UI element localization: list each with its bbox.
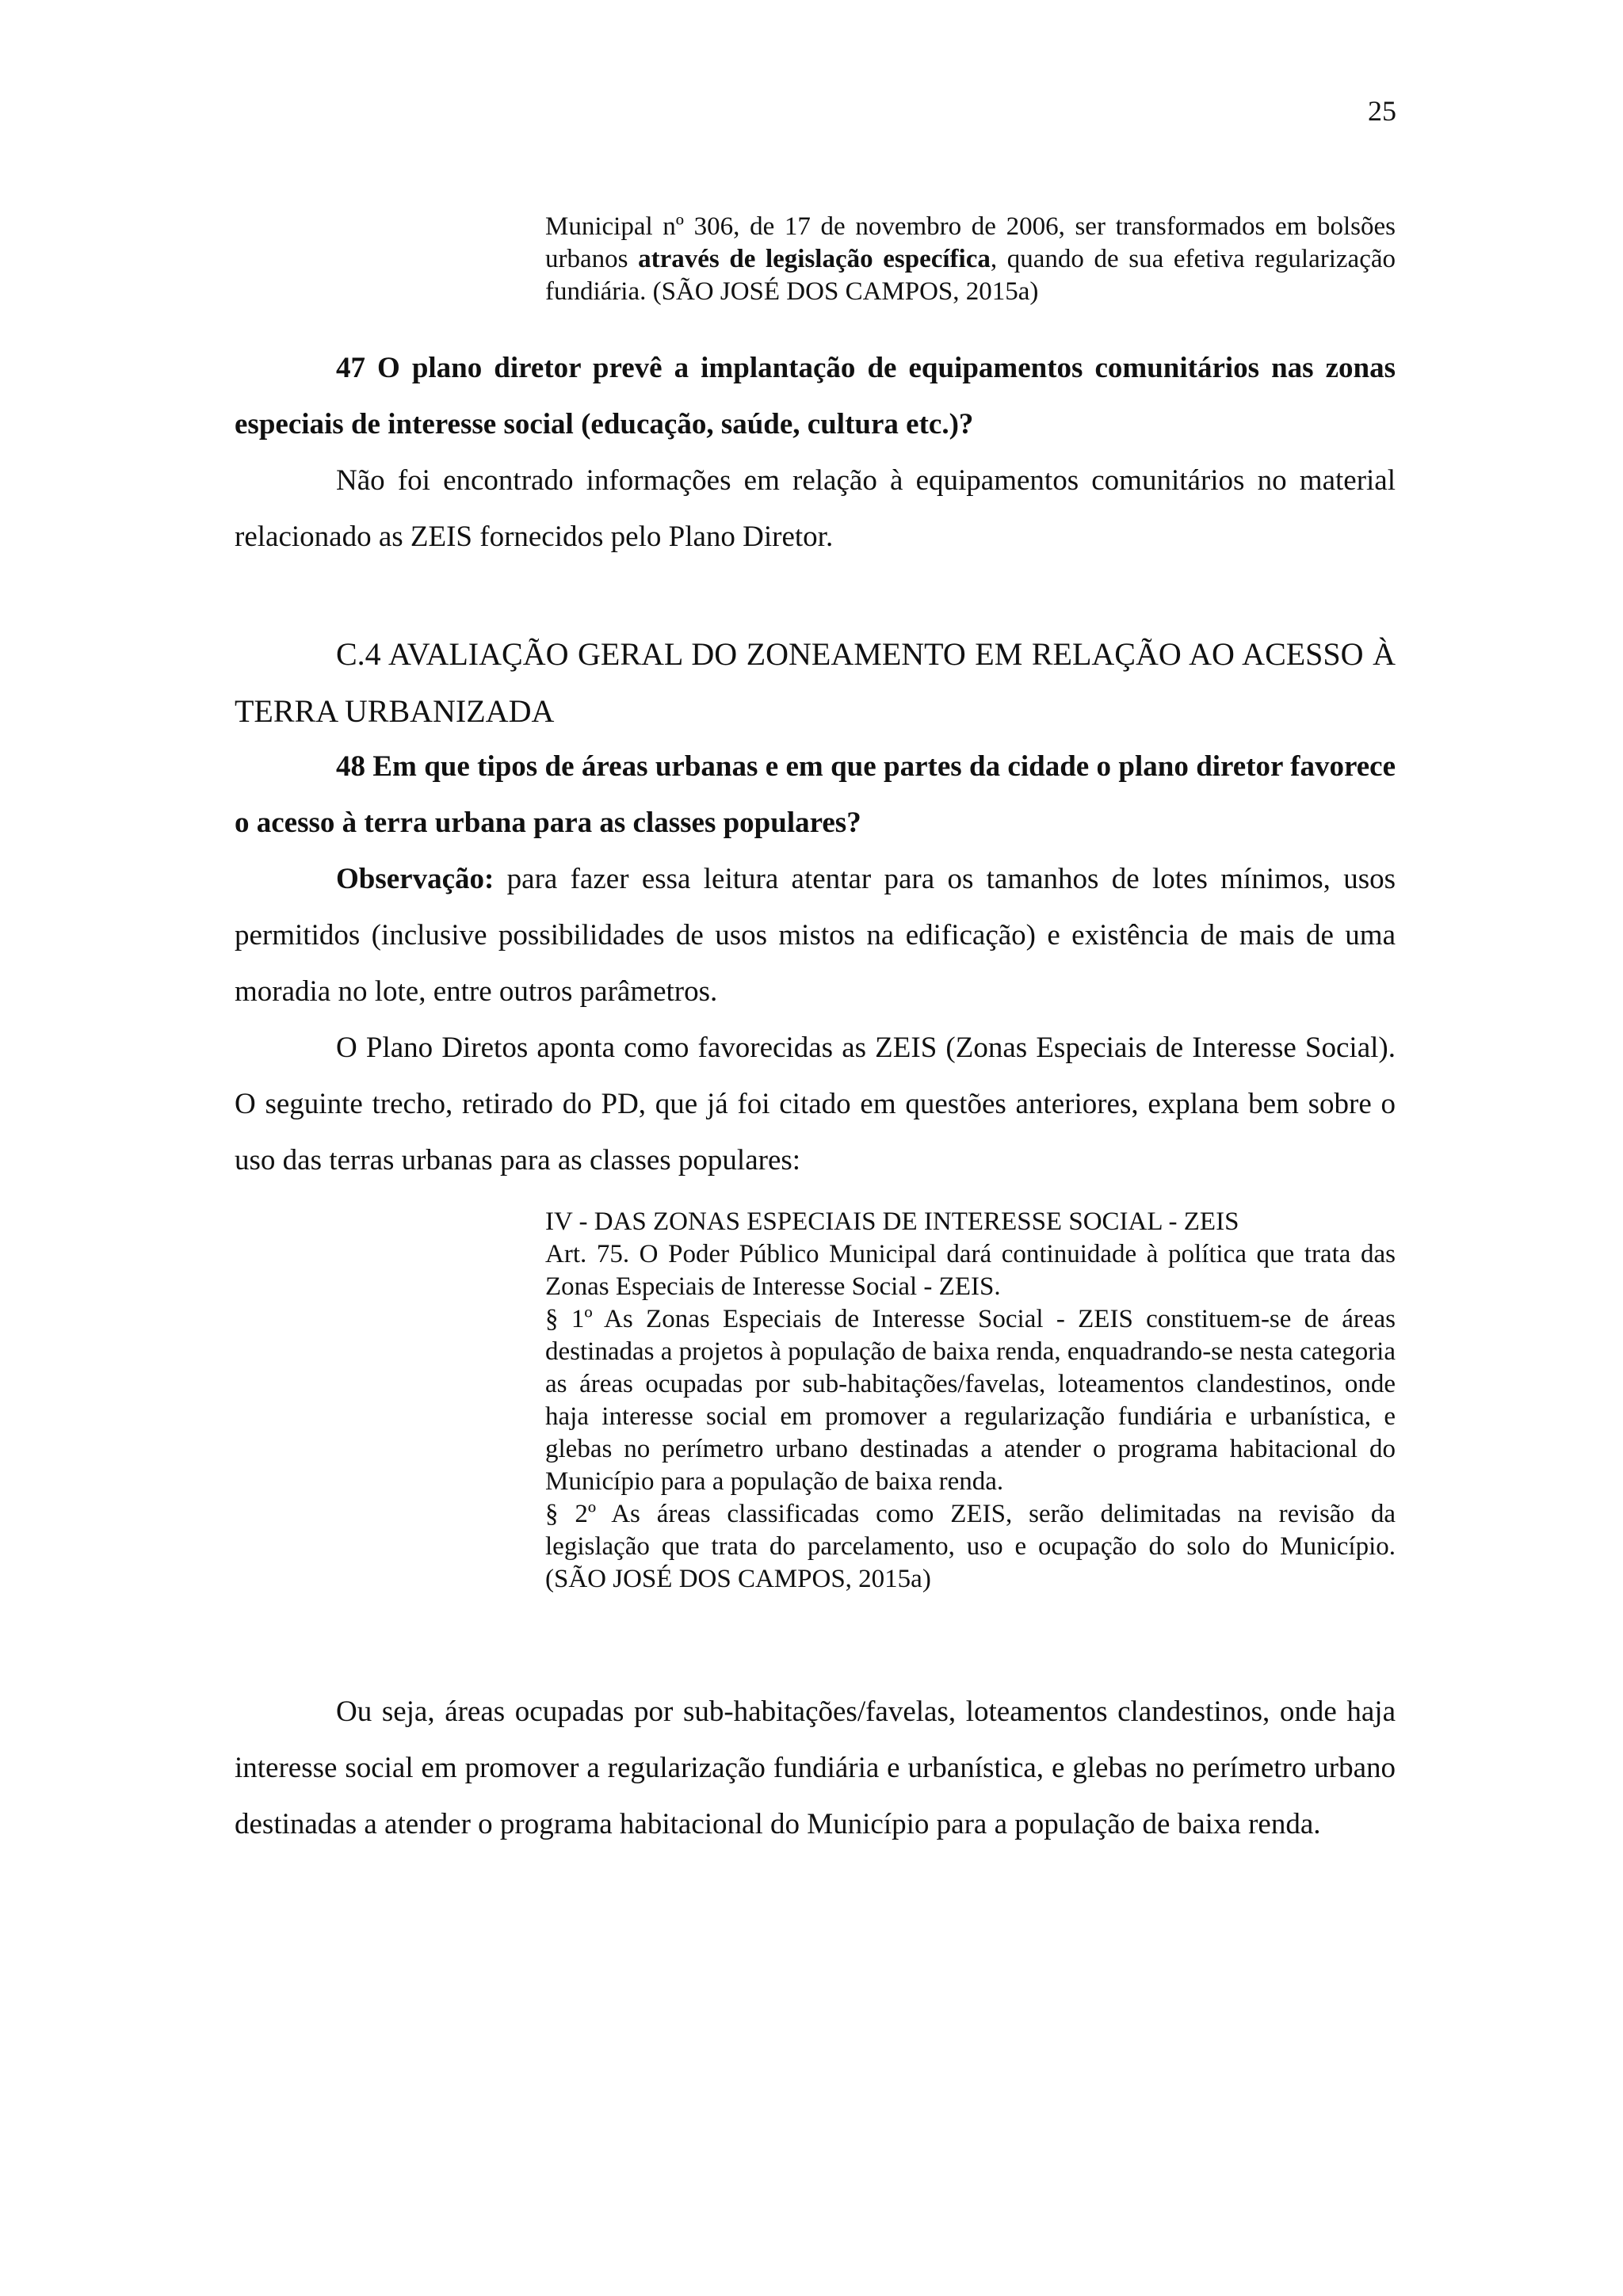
question-47-heading: 47 O plano diretor prevê a implantação de equipamentos comunitários nas zonas especiais de interesse social (educação, saúde, cultura etc.)? <box>235 352 1396 441</box>
question-47-block <box>235 340 1396 565</box>
quote-paragraph-1: § 1º As Zonas Especiais de Interesse Social - ZEIS constituem-se de áreas destinadas a projetos à população de baixa renda, enquadrando-se nesta categoria as áreas ocupadas por sub-habitações/favelas, loteamentos clandestinos, onde haja interesse social em promover a regularização fundiária e urbanística, e glebas no perímetro urbano destinadas a atender o programa habitacional do Município para a população de baixa renda. <box>545 1305 1396 1496</box>
quote-text-end: , quando de sua efetiva regularização fundiária. (SÃO JOSÉ DOS CAMPOS, 2015a) <box>545 245 1396 306</box>
observation-text: para fazer essa leitura atentar para os tamanhos de lotes mínimos, usos permitidos (inclusive possibilidades de usos mistos na edificação) e existência de mais de uma moradia no lote, entre outros parâmetros. <box>235 863 1396 1008</box>
observation-paragraph <box>235 851 1396 1020</box>
section-c4-block <box>235 626 1396 740</box>
quote-article-75: Art. 75. O Poder Público Municipal dará continuidade à política que trata das Zonas Especiais de Interesse Social - ZEIS. <box>545 1240 1396 1301</box>
section-heading: C.4 AVALIAÇÃO GERAL DO ZONEAMENTO EM RELAÇÃO AO ACESSO À TERRA URBANIZADA <box>235 636 1396 729</box>
quote-chapter-title: IV - DAS ZONAS ESPECIAIS DE INTERESSE SOCIAL - ZEIS <box>545 1207 1239 1236</box>
question-48-answer: O Plano Diretos aponta como favorecidas as ZEIS (Zonas Especiais de Interesse Social). O seguinte trecho, retirado do PD, que já foi citado em questões anteriores, explana bem sobre o uso das terras urbanas para as classes populares: <box>235 1032 1396 1177</box>
block-quote-continuation <box>545 211 1396 308</box>
observation-label: Observação: <box>336 863 495 895</box>
question-47-answer: Não foi encontrado informações em relação à equipamentos comunitários no material relacionado as ZEIS fornecidos pelo Plano Diretor. <box>235 464 1396 553</box>
quote-paragraph-2: § 2º As áreas classificadas como ZEIS, serão delimitadas na revisão da legislação que trata do parcelamento, uso e ocupação do solo do Município. (SÃO JOSÉ DOS CAMPOS, 2015a) <box>545 1500 1396 1593</box>
page-number: 25 <box>1368 95 1396 127</box>
quote-text-start: Municipal nº 306, de 17 de novembro de 2006, ser transformados em bolsões urbanos <box>545 212 1396 273</box>
question-48-heading: 48 Em que tipos de áreas urbanas e em que partes da cidade o plano diretor favorece o acesso à terra urbana para as classes populares? <box>235 750 1396 839</box>
conclusion-paragraph: Ou seja, áreas ocupadas por sub-habitações/favelas, loteamentos clandestinos, onde haja interesse social em promover a regularização fundiária e urbanística, e glebas no perímetro urbano destinadas a atender o programa habitacional do Município para a população de baixa renda. <box>235 1695 1396 1840</box>
quote-paragraph <box>545 211 1396 308</box>
quote-text-bold: através de legislação específica <box>638 245 991 273</box>
conclusion-block <box>235 1684 1396 1852</box>
block-quote-zeis <box>545 1206 1396 1596</box>
question-48-block <box>235 738 1396 1188</box>
